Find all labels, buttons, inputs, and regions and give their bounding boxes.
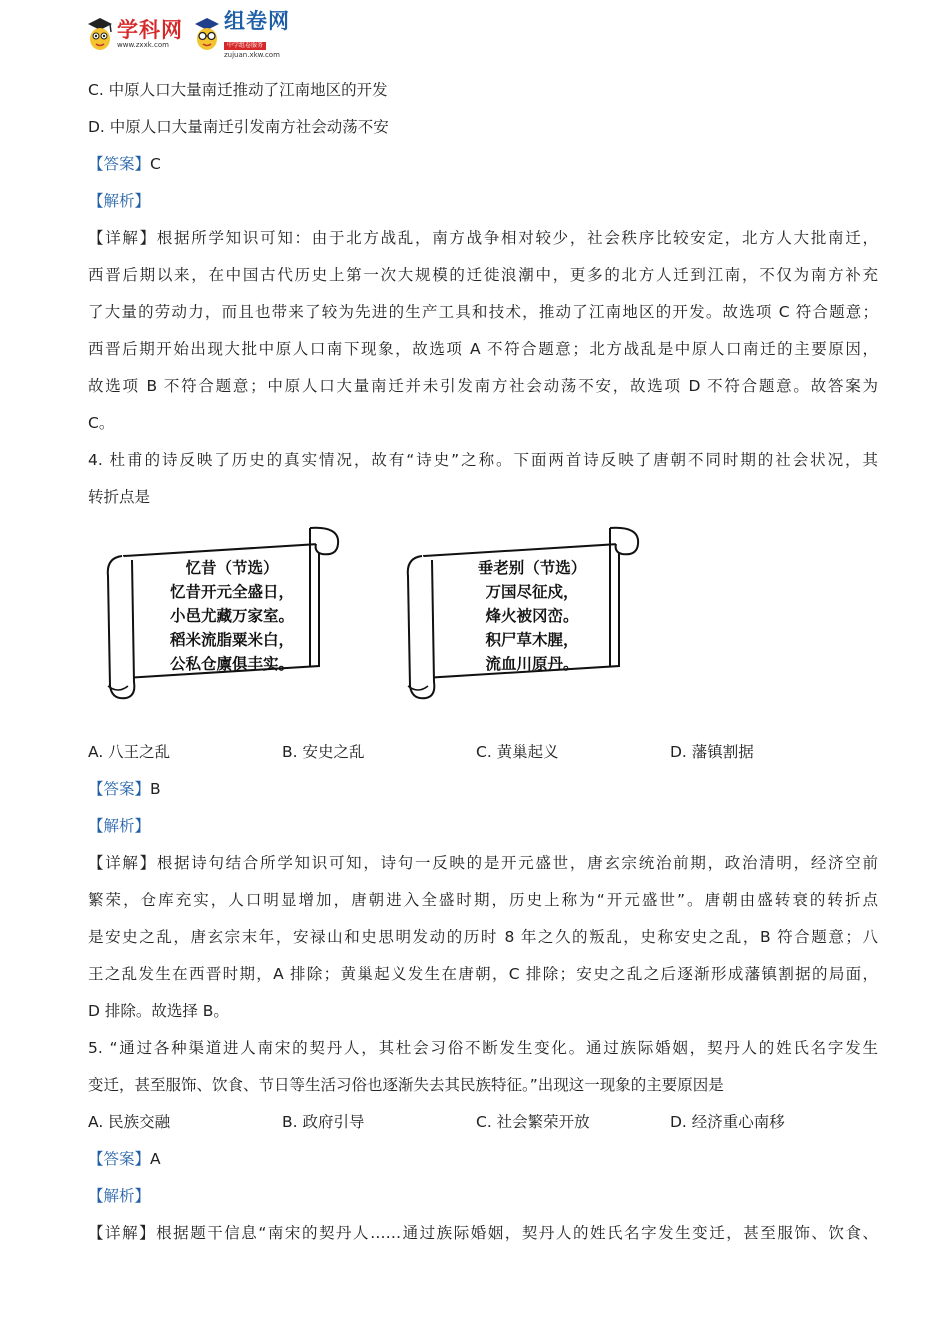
q5-option: D. 经济重心南移 xyxy=(670,1113,785,1131)
q4-option: B. 安史之乱 xyxy=(282,743,365,761)
analysis-tag: 【解析】 xyxy=(88,192,151,210)
zujuan-logo-url: zujuan.xkw.com xyxy=(224,50,280,59)
detail-tag: 【详解】 xyxy=(88,854,157,872)
poem-figure xyxy=(88,516,878,734)
detail-tag: 【详解】 xyxy=(88,1224,157,1242)
q4-stem: 转折点是 xyxy=(88,488,151,506)
poem-2-line: 万国尽征戍， xyxy=(485,582,579,601)
answer-tag: 【答案】 xyxy=(88,1150,151,1168)
q4-detail-line: 是安史之乱，唐玄宗末年，安禄山和史思明发动的历时 8 年之久的叛乱，史称安史之乱，B 符合题意；八 xyxy=(88,928,878,946)
mascot-icon xyxy=(86,16,114,52)
q3-detail-line: C。 xyxy=(88,414,115,432)
q4-detail-line: 繁荣，仓库充实，人口明显增加，唐朝进入全盛时期，历史上称为“开元盛世”。唐朝由盛转衰的转折点 xyxy=(88,891,878,909)
zujuan-logo xyxy=(193,10,290,59)
q4-option: D. 藩镇割据 xyxy=(670,743,754,761)
q3-detail-line: 西晋后期以来，在中国古代历史上第一次大规模的迁徙浪潮中，更多的北方人迁到江南，不仅为南方补充 xyxy=(88,266,878,284)
q5-answer xyxy=(88,1141,878,1178)
document-body xyxy=(88,72,878,1252)
poem-2-line: 烽火被冈峦。 xyxy=(485,606,579,625)
zxxk-logo-text: 学科网 xyxy=(117,18,183,42)
analysis-tag: 【解析】 xyxy=(88,1187,151,1205)
q5-options xyxy=(88,1104,878,1141)
q3-detail-line: 故选项 B 不符合题意；中原人口大量南迁并未引发南方社会动荡不安，故选项 D 不符合题意。故答案为 xyxy=(88,377,878,395)
q4-detail-line: 王之乱发生在西晋时期，A 排除；黄巢起义发生在唐朝，C 排除；安史之乱之后逐渐形成藩镇割据的局面， xyxy=(88,965,878,983)
q3-answer xyxy=(88,146,878,183)
q5-option: A. 民族交融 xyxy=(88,1113,171,1131)
analysis-tag: 【解析】 xyxy=(88,817,151,835)
answer-value: C xyxy=(150,155,161,173)
poem-2-title: 垂老别（节选） xyxy=(477,558,587,577)
zxxk-logo-url: www.zxxk.com xyxy=(117,41,169,49)
q4-options xyxy=(88,734,878,771)
q5-option: B. 政府引导 xyxy=(282,1113,365,1131)
q3-analysis xyxy=(88,183,878,220)
q3-detail-line: 西晋后期开始出现大批中原人口南下现象，故选项 A 不符合题意；北方战乱是中原人口南迁的主要原因， xyxy=(88,340,878,358)
zxxk-logo xyxy=(86,16,183,52)
poem-2 xyxy=(442,556,622,676)
q4-stem: 4. 杜甫的诗反映了历史的真实情况，故有“诗史”之称。下面两首诗反映了唐朝不同时期的社会状况，其 xyxy=(88,451,878,469)
q3-option-d: D. 中原人口大量南迁引发南方社会动荡不安 xyxy=(88,118,389,136)
poem-1-line: 公私仓廪俱丰实。 xyxy=(169,654,294,673)
page-header xyxy=(86,8,290,59)
q4-option: C. 黄巢起义 xyxy=(476,743,559,761)
detail-tag: 【详解】 xyxy=(88,229,157,247)
q5-analysis xyxy=(88,1178,878,1215)
q5-detail-line: 【详解】根据题干信息“南宋的契丹人……通过族际婚姻，契丹人的姓氏名字发生变迁，甚至服饰、饮食、 xyxy=(88,1224,878,1242)
q3-detail-line: 【详解】根据所学知识可知：由于北方战乱，南方战争相对较少，社会秩序比较安定，北方人大批南迁， xyxy=(88,229,878,247)
q4-answer xyxy=(88,771,878,808)
q3-detail-line: 了大量的劳动力，而且也带来了较为先进的生产工具和技术，推动了江南地区的开发。故选项 C 符合题意； xyxy=(88,303,878,321)
answer-tag: 【答案】 xyxy=(88,155,151,173)
q4-option: A. 八王之乱 xyxy=(88,743,171,761)
poem-2-line: 积尸草木腥， xyxy=(485,630,579,649)
answer-value: A xyxy=(150,1150,161,1168)
q5-stem: 5. “通过各种渠道进人南宋的契丹人，其杜会习俗不断发生变化。通过族际婚姻，契丹人的姓氏名字发生 xyxy=(88,1039,878,1057)
poem-1 xyxy=(142,556,322,676)
poem-1-title: 忆昔（节选） xyxy=(185,558,279,577)
q3-option-c: C. 中原人口大量南迁推动了江南地区的开发 xyxy=(88,81,388,99)
zujuan-logo-text: 组卷网 xyxy=(224,8,290,33)
zujuan-badge: 中学组卷服务 xyxy=(224,42,266,50)
q5-option: C. 社会繁荣开放 xyxy=(476,1113,590,1131)
q4-analysis xyxy=(88,808,878,845)
poem-1-line: 忆昔开元全盛日， xyxy=(169,582,294,601)
poem-1-line: 小邑尤藏万家室。 xyxy=(169,606,294,625)
q4-detail-line: D 排除。故选择 B。 xyxy=(88,1002,229,1020)
q5-stem: 变迁，甚至服饰、饮食、节日等生活习俗也逐渐失去其民族特征。”出现这一现象的主要原因是 xyxy=(88,1076,724,1094)
poem-2-line: 流血川原丹。 xyxy=(485,654,579,673)
mascot-glasses-icon xyxy=(193,16,221,52)
poem-1-line: 稻米流脂粟米白， xyxy=(169,630,294,649)
answer-tag: 【答案】 xyxy=(88,780,151,798)
answer-value: B xyxy=(150,780,161,798)
q4-detail-line: 【详解】根据诗句结合所学知识可知，诗句一反映的是开元盛世，唐玄宗统治前期，政治清明，经济空前 xyxy=(88,854,878,872)
